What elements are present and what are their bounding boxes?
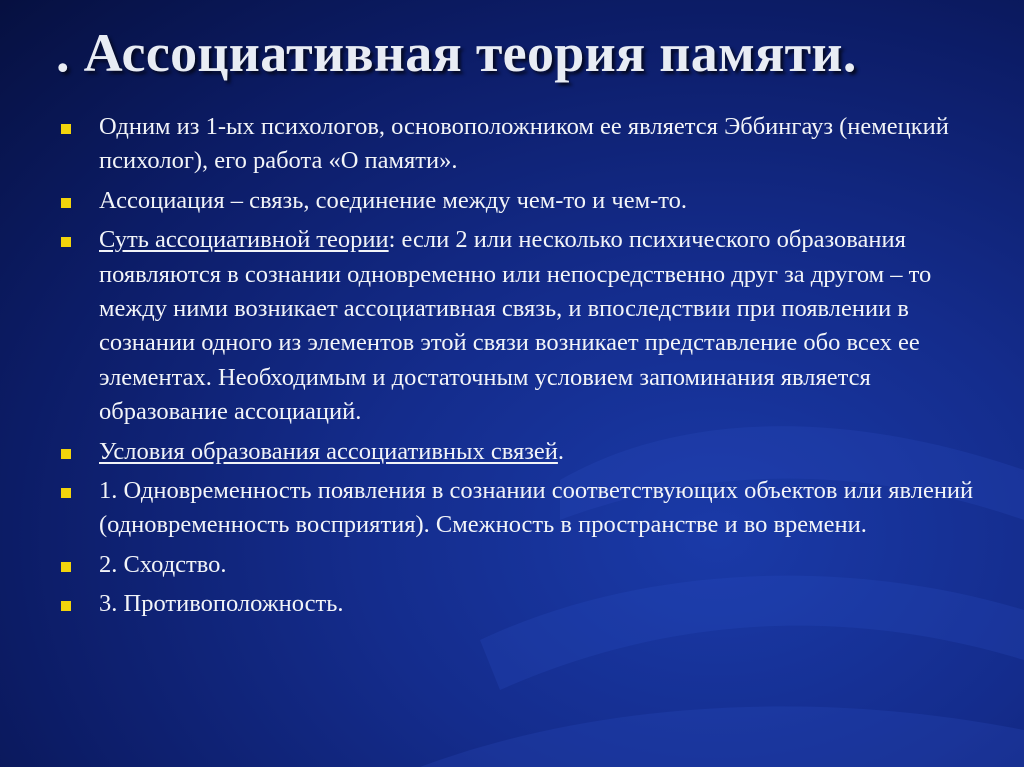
item-text: Ассоциация – связь, соединение между чем-то и чем-то. bbox=[99, 186, 688, 214]
bullet-list bbox=[58, 110, 998, 627]
item-text: . bbox=[557, 437, 565, 465]
item-text: 1. Одновременность появления в сознании соответствующих объектов или явлений (одновременность восприятия). Смежность в пространстве и во времени. bbox=[99, 477, 974, 539]
item-text: : если 2 или несколько психического образования появляются в сознании одновременно или непосредственно друг за другом – то между ними возникает ассоциативная связь, и впоследствии при появлении в сознании одного из элементов этой связи возникает представление обо всех ее элементах. Необходимым и достаточным условием запоминания является образование ассоциаций. bbox=[99, 226, 932, 426]
square-bullet-icon bbox=[61, 449, 71, 459]
square-bullet-icon bbox=[61, 124, 71, 134]
item-text: 3. Противоположность. bbox=[99, 590, 344, 618]
list-item bbox=[58, 184, 998, 218]
list-item bbox=[58, 110, 998, 179]
list-item bbox=[58, 223, 998, 429]
slide-title: . Ассоциативная теория памяти. bbox=[56, 23, 857, 83]
square-bullet-icon bbox=[61, 601, 71, 611]
list-item bbox=[58, 474, 998, 543]
list-item bbox=[58, 587, 998, 621]
item-underlined-heading: Условия образования ассоциативных связей bbox=[99, 437, 558, 465]
item-underlined-heading: Суть ассоциативной теории bbox=[99, 226, 389, 254]
item-text: 2. Сходство. bbox=[99, 550, 227, 578]
item-text: Одним из 1-ых психологов, основоположником ее является Эббингауз (немецкий психолог), его работа «О памяти». bbox=[99, 113, 949, 175]
square-bullet-icon bbox=[61, 562, 71, 572]
list-item bbox=[58, 435, 998, 469]
square-bullet-icon bbox=[61, 488, 71, 498]
list-item bbox=[58, 548, 998, 582]
square-bullet-icon bbox=[61, 198, 71, 208]
square-bullet-icon bbox=[61, 237, 71, 247]
